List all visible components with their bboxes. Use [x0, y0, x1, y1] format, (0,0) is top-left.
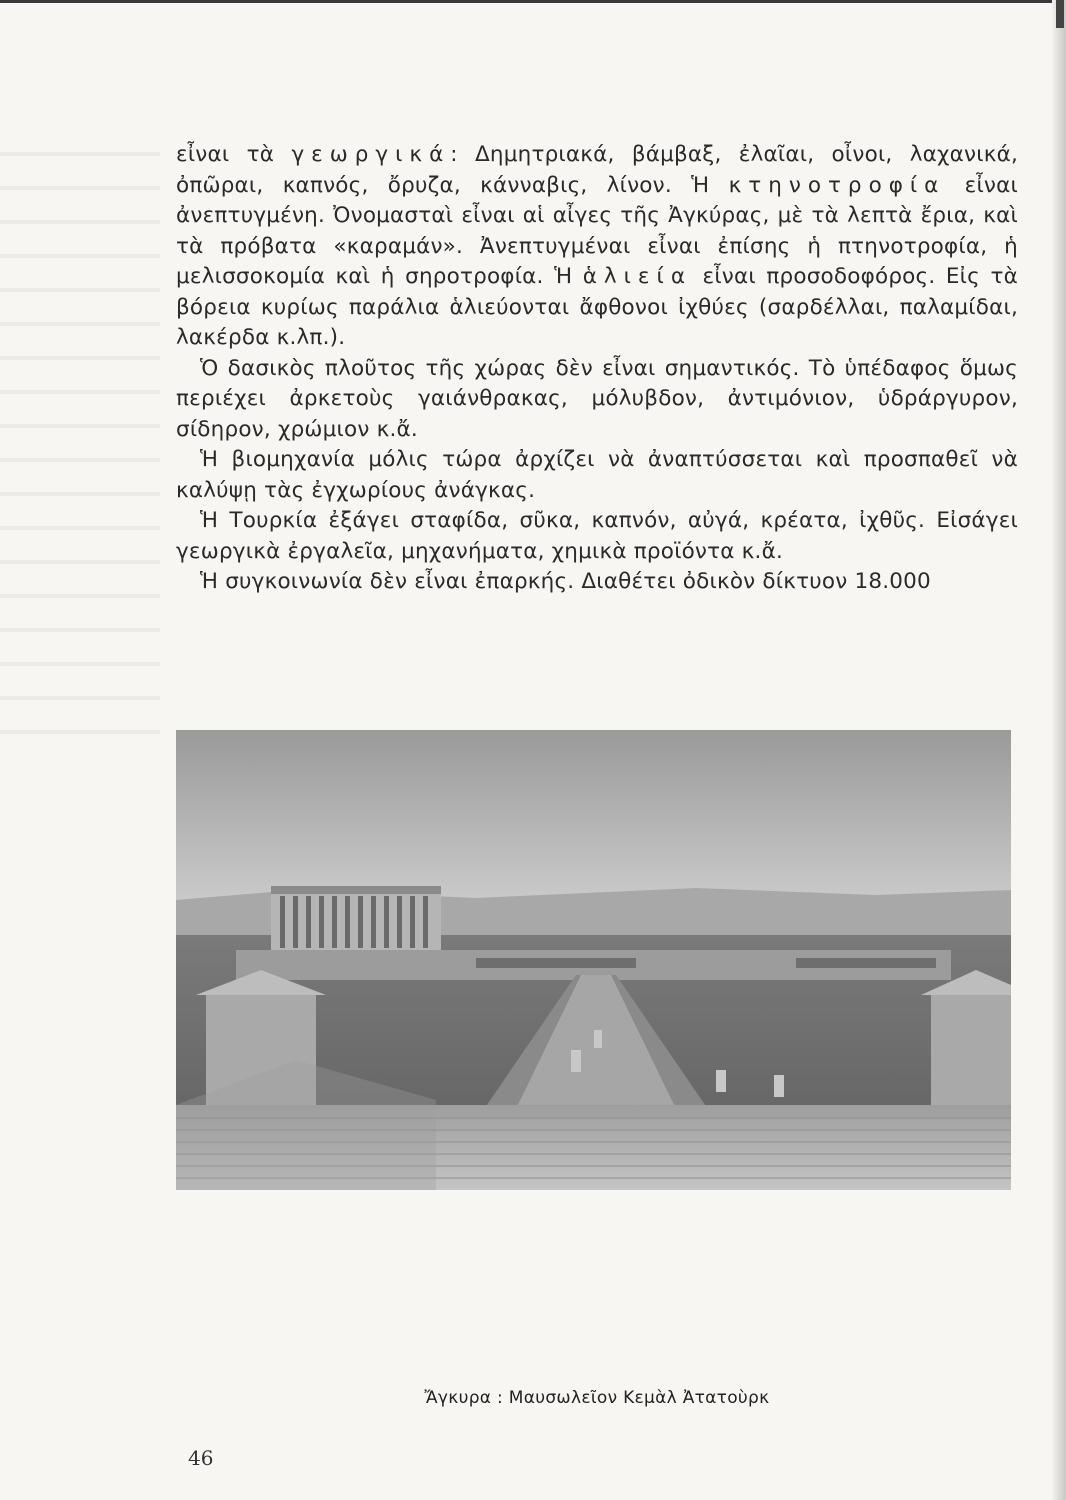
- right-tower: [931, 995, 1011, 1105]
- show-through-bleed: [0, 130, 160, 750]
- photo-illustration: [176, 730, 1011, 1190]
- paragraph-trade: Ἡ Τουρκία ἐξάγει σταφίδα, σῦκα, καπνόν, αὐγά, κρέατα, ἰχθῦς. Εἰσάγει γεωργικὰ ἐργαλεῖα, μηχανήματα, χημικὰ προϊόντα κ.ἄ.: [176, 508, 1018, 564]
- edge-mark: [1056, 0, 1064, 28]
- mausoleum-photo: [176, 730, 1011, 1190]
- paragraph-industry: Ἡ βιομηχανία μόλις τώρα ἀρχίζει νὰ ἀναπτύσσεται καὶ προσπαθεῖ νὰ καλύψῃ τὰς ἐγχωρίους ἀνάγκας.: [176, 447, 1018, 503]
- paragraph-transport: Ἡ συγκοινωνία δὲν εἶναι ἐπαρκής. Διαθέτει ὀδικὸν δίκτυον 18.000: [200, 569, 931, 594]
- term-livestock: κτηνοτροφία: [728, 172, 946, 198]
- photo-caption: Ἄγκυρα : Μαυσωλεῖον Κεμὰλ Ἀτατοὺρκ: [424, 1388, 770, 1408]
- term-agricultural: γεωργικά: [291, 142, 451, 167]
- paragraph-produce: εἶναι τὰ γεωργικά: Δημητριακά, βάμβαξ, ἐλαῖαι, οἶνοι, λαχανικά, ὀπῶραι, καπνός, ὄρυζα, κάνναβις, λίνον. Ἡ κτηνοτροφία εἶναι ἀνεπτυγμένη. Ὀνομασταὶ εἶναι αἱ αἶγες τῆς Ἀγκύρας, μὲ τὰ λεπτὰ ἔρια, καὶ τὰ πρόβατα «καραμάν». Ἀνεπτυγμέναι εἶναι ἐπίσης ἡ πτηνοτροφία, ἡ μελισσοκομία καὶ ἡ σηροτροφία. Ἡ ἁλιεία εἶναι προσοδοφόρος. Εἰς τὰ βόρεια κυρίως παράλια ἁλιεύονται ἄφθονοι ἰχθύες (σαρδέλλαι, παλαμίδαι, λακέρδα κ.λπ.).: [176, 142, 1018, 350]
- body-text: [176, 140, 1018, 598]
- term-fishing: ἁλιεία: [582, 264, 692, 289]
- top-edge: [0, 0, 1066, 3]
- page-number: 46: [188, 1446, 214, 1470]
- page-edge-shadow: [1052, 0, 1066, 1500]
- paragraph-resources: Ὁ δασικὸς πλοῦτος τῆς χώρας δὲν εἶναι σημαντικός. Τὸ ὑπέδαφος ὅμως περιέχει ἀρκετοὺς γαιάνθρακας, μόλυβδον, ἀντιμόνιον, ὑδράργυρον, σίδηρον, χρώμιον κ.ἄ.: [176, 355, 1018, 442]
